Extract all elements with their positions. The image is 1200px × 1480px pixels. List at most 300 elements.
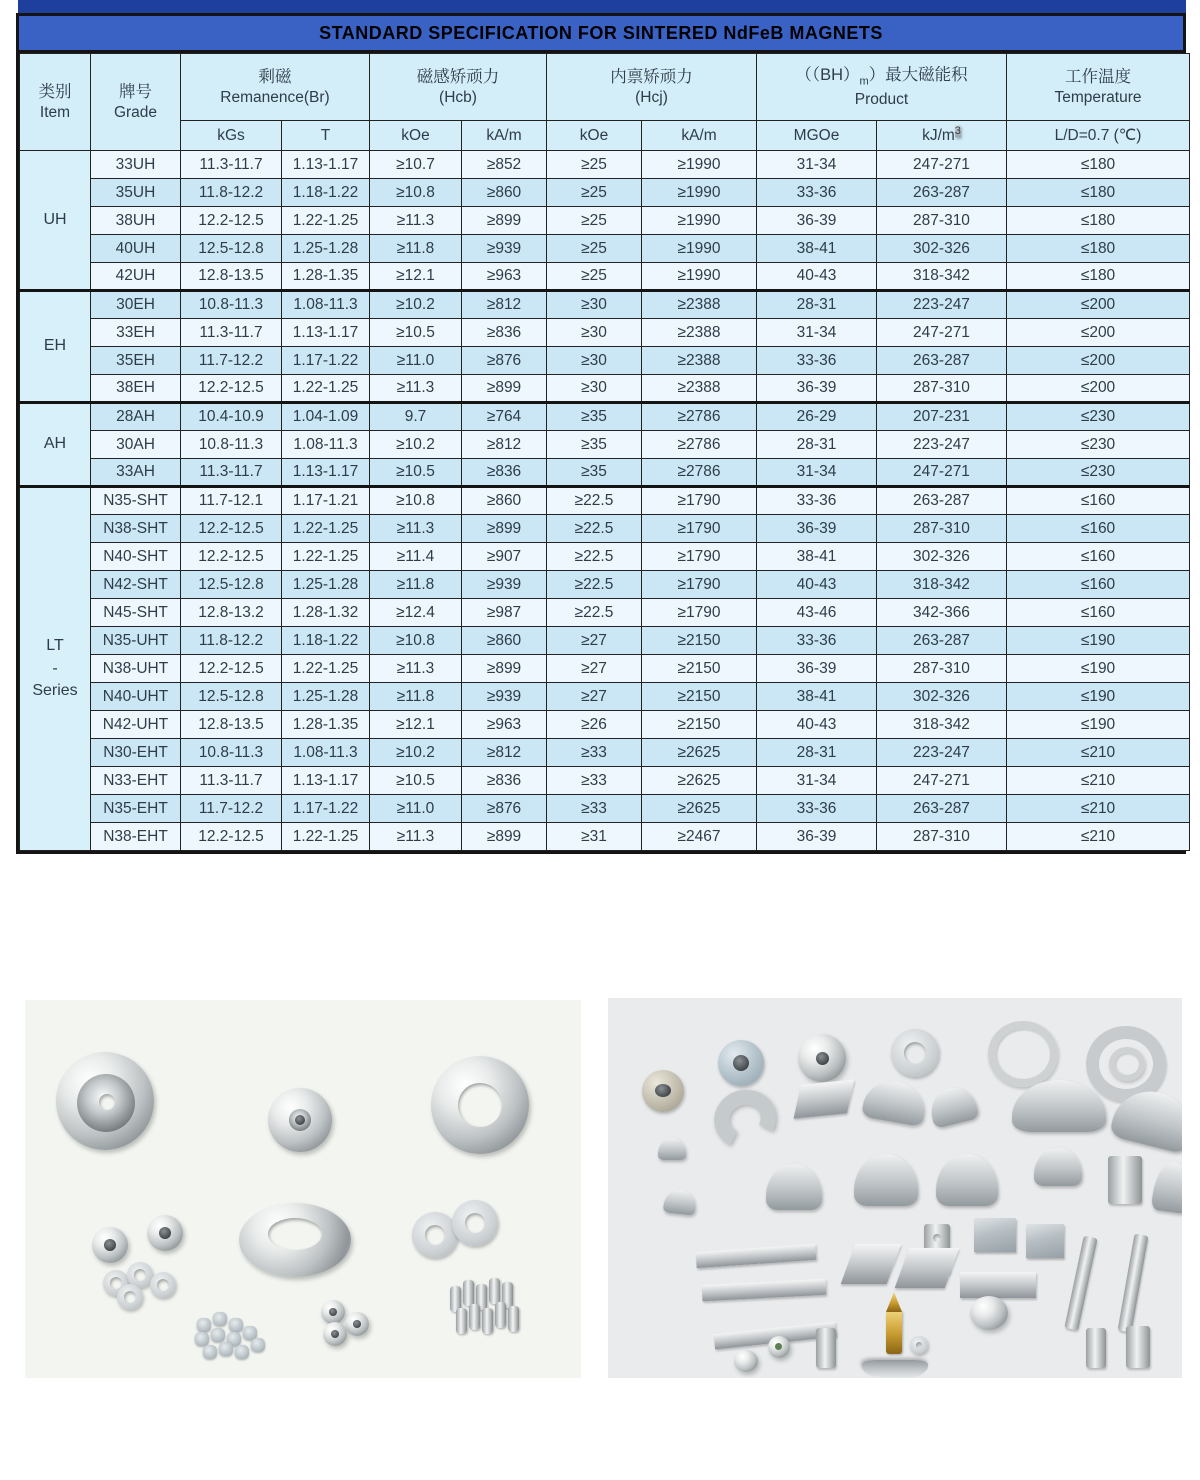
grade-cell: 33EH <box>91 319 181 347</box>
value-cell: ≥812 <box>462 431 547 459</box>
grade-cell: N40-SHT <box>91 543 181 571</box>
value-cell: 1.22-1.25 <box>282 823 370 851</box>
table-row <box>20 599 1190 627</box>
value-cell: ≤210 <box>1007 823 1190 851</box>
col-header-remanence <box>181 54 370 121</box>
bridge-arc-d <box>1034 1148 1082 1186</box>
nut <box>213 1312 227 1326</box>
value-cell: ≥10.5 <box>370 459 462 487</box>
barrel-green-dot <box>775 1343 782 1350</box>
value-cell: ≤190 <box>1007 683 1190 711</box>
value-cell: ≤180 <box>1007 263 1190 291</box>
value-cell: 263-287 <box>877 179 1007 207</box>
value-cell: 263-287 <box>877 627 1007 655</box>
value-cell: ≥836 <box>462 459 547 487</box>
value-cell: 302-326 <box>877 543 1007 571</box>
value-cell: ≥2388 <box>642 319 757 347</box>
table-row <box>20 291 1190 319</box>
value-cell: ≥30 <box>547 347 642 375</box>
value-cell: 263-287 <box>877 795 1007 823</box>
item-group-label: EH <box>20 291 91 403</box>
value-cell: ≥27 <box>547 655 642 683</box>
brass-bullet-body <box>886 1310 902 1354</box>
value-cell: 33-36 <box>757 179 877 207</box>
flat-washer-ring-hole <box>904 1042 926 1064</box>
value-cell: 38-41 <box>757 683 877 711</box>
value-cell: 1.18-1.22 <box>282 179 370 207</box>
value-cell: ≥27 <box>547 683 642 711</box>
value-cell: 1.25-1.28 <box>282 683 370 711</box>
value-cell: ≥1990 <box>642 179 757 207</box>
gold-arc-small-a <box>658 1138 686 1160</box>
value-cell: ≥33 <box>547 767 642 795</box>
value-cell: 1.13-1.17 <box>282 767 370 795</box>
value-cell: ≥25 <box>547 179 642 207</box>
value-cell: ≥987 <box>462 599 547 627</box>
table-row <box>20 487 1190 515</box>
brass-bullet-tip <box>886 1292 902 1312</box>
col-header-product-zh: $((BH)_m)$最大磁能积 <box>795 66 968 88</box>
value-cell: ≥1790 <box>642 599 757 627</box>
value-cell: 247-271 <box>877 459 1007 487</box>
grade-cell: 35EH <box>91 347 181 375</box>
long-bar-b <box>702 1279 827 1301</box>
parallelogram-a <box>841 1244 902 1284</box>
value-cell: 1.17-1.22 <box>282 347 370 375</box>
item-group-label: LT - Series <box>20 487 91 851</box>
value-cell: 9.7 <box>370 403 462 431</box>
value-cell: ≥27 <box>547 627 642 655</box>
value-cell: ≥812 <box>462 739 547 767</box>
value-cell: ≥25 <box>547 235 642 263</box>
value-cell: 11.7-12.2 <box>181 347 282 375</box>
value-cell: 11.3-11.7 <box>181 151 282 179</box>
value-cell: 1.28-1.35 <box>282 263 370 291</box>
table-row <box>20 739 1190 767</box>
spec-table-body <box>20 151 1190 851</box>
value-cell: 12.8-13.2 <box>181 599 282 627</box>
value-cell: 247-271 <box>877 151 1007 179</box>
value-cell: 287-310 <box>877 375 1007 403</box>
value-cell: ≥2150 <box>642 655 757 683</box>
parallelogram-b <box>895 1248 960 1288</box>
value-cell: ≥11.8 <box>370 235 462 263</box>
value-cell: ≥11.3 <box>370 375 462 403</box>
value-cell: ≥12.1 <box>370 711 462 739</box>
value-cell: 302-326 <box>877 235 1007 263</box>
slanted-plate <box>794 1079 855 1118</box>
value-cell: 31-34 <box>757 151 877 179</box>
value-cell: 11.3-11.7 <box>181 319 282 347</box>
value-cell: 33-36 <box>757 347 877 375</box>
col-header-grade-en: Grade <box>113 104 158 122</box>
value-cell: ≥35 <box>547 431 642 459</box>
table-row <box>20 823 1190 851</box>
value-cell: ≥22.5 <box>547 487 642 515</box>
value-cell: ≤190 <box>1007 655 1190 683</box>
right-photo-assorted-magnets <box>608 998 1182 1378</box>
value-cell: ≤210 <box>1007 767 1190 795</box>
value-cell: 36-39 <box>757 515 877 543</box>
bottom-arc <box>862 1360 928 1378</box>
col-header-hcj <box>547 54 757 121</box>
value-cell: 12.5-12.8 <box>181 683 282 711</box>
value-cell: ≥2388 <box>642 347 757 375</box>
table-row <box>20 571 1190 599</box>
value-cell: 10.8-11.3 <box>181 291 282 319</box>
value-cell: ≥963 <box>462 263 547 291</box>
value-cell: 40-43 <box>757 571 877 599</box>
value-cell: ≥33 <box>547 795 642 823</box>
value-cell: ≥899 <box>462 823 547 851</box>
arc-segment-a <box>861 1077 929 1127</box>
value-cell: 31-34 <box>757 767 877 795</box>
grade-cell: 30AH <box>91 431 181 459</box>
countersunk-disc-b-hole <box>159 1227 171 1239</box>
value-cell: ≥876 <box>462 347 547 375</box>
value-cell: 1.22-1.25 <box>282 375 370 403</box>
value-cell: ≤200 <box>1007 375 1190 403</box>
table-row <box>20 235 1190 263</box>
value-cell: 33-36 <box>757 795 877 823</box>
unit-hcj-kam: kA/m <box>642 121 757 151</box>
value-cell: ≥10.5 <box>370 319 462 347</box>
value-cell: ≥2150 <box>642 683 757 711</box>
grade-cell: N40-UHT <box>91 683 181 711</box>
thick-ring-steel-hole <box>655 1084 671 1097</box>
table-row <box>20 347 1190 375</box>
value-cell: ≥2388 <box>642 375 757 403</box>
table-row <box>20 319 1190 347</box>
table-row <box>20 627 1190 655</box>
grade-cell: 35UH <box>91 179 181 207</box>
value-cell: 36-39 <box>757 207 877 235</box>
value-cell: ≥860 <box>462 179 547 207</box>
value-cell: ≥22.5 <box>547 515 642 543</box>
value-cell: 302-326 <box>877 683 1007 711</box>
value-cell: 1.17-1.22 <box>282 795 370 823</box>
small-disc <box>734 1350 758 1372</box>
value-cell: ≥35 <box>547 403 642 431</box>
value-cell: ≥11.3 <box>370 823 462 851</box>
value-cell: ≥899 <box>462 207 547 235</box>
nut <box>195 1332 209 1346</box>
col-header-hcb <box>370 54 547 121</box>
item-group-label: UH <box>20 151 91 291</box>
grade-cell: N42-UHT <box>91 711 181 739</box>
table-row <box>20 459 1190 487</box>
bridge-arc-c <box>936 1154 998 1206</box>
col-header-remanence-en: Remanence(Br) <box>220 89 330 107</box>
cylinder-magnet <box>508 1306 519 1332</box>
value-cell: ≥2625 <box>642 739 757 767</box>
block-hole-1 <box>933 1234 941 1242</box>
thick-ring-zinc-hole <box>733 1055 749 1071</box>
table-row <box>20 767 1190 795</box>
col-header-hcb-zh: 磁感矫顽力 <box>416 67 500 86</box>
table-row <box>20 179 1190 207</box>
value-cell: 11.7-12.1 <box>181 487 282 515</box>
value-cell: 11.8-12.2 <box>181 179 282 207</box>
half-ring-arc <box>707 1082 784 1156</box>
grade-cell: 33UH <box>91 151 181 179</box>
value-cell: ≤210 <box>1007 739 1190 767</box>
value-cell: ≤180 <box>1007 179 1190 207</box>
col-header-item-zh: 类别 <box>38 82 72 101</box>
value-cell: 1.22-1.25 <box>282 543 370 571</box>
value-cell: ≤190 <box>1007 711 1190 739</box>
spec-table <box>16 13 1186 854</box>
mini-countersunk-2-hole <box>353 1320 361 1328</box>
value-cell: ≥876 <box>462 795 547 823</box>
value-cell: ≤200 <box>1007 319 1190 347</box>
value-cell: ≥10.5 <box>370 767 462 795</box>
value-cell: 1.28-1.35 <box>282 711 370 739</box>
value-cell: ≥11.3 <box>370 655 462 683</box>
unit-t: T <box>282 121 370 151</box>
value-cell: 31-34 <box>757 459 877 487</box>
value-cell: 40-43 <box>757 263 877 291</box>
small-ring-3-hole <box>157 1279 169 1291</box>
value-cell: 12.2-12.5 <box>181 515 282 543</box>
value-cell: ≤180 <box>1007 151 1190 179</box>
bridge-arc-b <box>854 1154 918 1206</box>
value-cell: ≥30 <box>547 319 642 347</box>
table-row <box>20 431 1190 459</box>
value-cell: 31-34 <box>757 319 877 347</box>
value-cell: ≥22.5 <box>547 599 642 627</box>
tile-vertical <box>1108 1156 1142 1204</box>
unit-ld-temp: L/D=0.7 (℃) <box>1007 121 1190 151</box>
value-cell: ≥836 <box>462 319 547 347</box>
value-cell: 28-31 <box>757 739 877 767</box>
small-rect-a <box>1086 1328 1106 1368</box>
value-cell: ≥2150 <box>642 627 757 655</box>
ring-magnet-flat-hole <box>268 1218 322 1250</box>
value-cell: ≥899 <box>462 375 547 403</box>
value-cell: 247-271 <box>877 319 1007 347</box>
value-cell: ≥860 <box>462 627 547 655</box>
value-cell: 38-41 <box>757 543 877 571</box>
col-header-product <box>757 54 1007 121</box>
value-cell: ≥35 <box>547 459 642 487</box>
grade-cell: 38UH <box>91 207 181 235</box>
grade-cell: 28AH <box>91 403 181 431</box>
value-cell: 36-39 <box>757 823 877 851</box>
grade-cell: N38-SHT <box>91 515 181 543</box>
washer-b-hole <box>465 1213 485 1233</box>
value-cell: ≥907 <box>462 543 547 571</box>
mid-small-bar <box>816 1328 836 1368</box>
table-row <box>20 515 1190 543</box>
value-cell: 247-271 <box>877 767 1007 795</box>
value-cell: ≥1990 <box>642 263 757 291</box>
table-row <box>20 151 1190 179</box>
value-cell: ≥22.5 <box>547 571 642 599</box>
block-gray-b <box>1026 1224 1064 1258</box>
value-cell: ≥25 <box>547 263 642 291</box>
flat-wide-bar <box>960 1272 1036 1298</box>
small-ring-4-hole <box>124 1291 136 1303</box>
value-cell: ≥939 <box>462 571 547 599</box>
value-cell: 33-36 <box>757 487 877 515</box>
grade-cell: N45-SHT <box>91 599 181 627</box>
grade-cell: N33-EHT <box>91 767 181 795</box>
value-cell: 11.7-12.2 <box>181 795 282 823</box>
value-cell: ≥860 <box>462 487 547 515</box>
grade-cell: N35-SHT <box>91 487 181 515</box>
grade-cell: 40UH <box>91 235 181 263</box>
value-cell: 12.2-12.5 <box>181 543 282 571</box>
col-header-hcj-zh: 内禀矫顽力 <box>610 67 693 86</box>
col-header-grade-zh: 牌号 <box>119 82 152 101</box>
value-cell: ≤230 <box>1007 431 1190 459</box>
value-cell: 28-31 <box>757 431 877 459</box>
value-cell: 1.04-1.09 <box>282 403 370 431</box>
left-photo-nickel-magnets <box>25 1000 581 1378</box>
gold-arc-small-b <box>663 1188 697 1215</box>
mini-countersunk-1-hole <box>329 1308 337 1316</box>
value-cell: ≥25 <box>547 207 642 235</box>
value-cell: 43-46 <box>757 599 877 627</box>
value-cell: 12.5-12.8 <box>181 571 282 599</box>
block-gray-a <box>974 1218 1016 1252</box>
value-cell: 1.25-1.28 <box>282 571 370 599</box>
value-cell: ≥812 <box>462 291 547 319</box>
grade-cell: N35-EHT <box>91 795 181 823</box>
value-cell: 38-41 <box>757 235 877 263</box>
cylinder-magnet <box>469 1304 480 1330</box>
value-cell: 10.8-11.3 <box>181 431 282 459</box>
value-cell: ≥22.5 <box>547 543 642 571</box>
washer-a-hole <box>425 1225 445 1245</box>
fan-segment-wide <box>1012 1080 1106 1132</box>
value-cell: ≥11.0 <box>370 347 462 375</box>
pot-magnet-large-hole <box>99 1094 115 1110</box>
value-cell: ≥11.8 <box>370 683 462 711</box>
value-cell: ≥10.8 <box>370 627 462 655</box>
col-header-remanence-zh: 剩磁 <box>258 67 292 86</box>
arc-segment-b <box>926 1083 979 1129</box>
value-cell: ≥899 <box>462 515 547 543</box>
unit-mgoe: MGOe <box>757 121 877 151</box>
mini-countersunk-3-hole <box>331 1330 339 1338</box>
value-cell: 287-310 <box>877 207 1007 235</box>
value-cell: ≥26 <box>547 711 642 739</box>
value-cell: 1.13-1.17 <box>282 459 370 487</box>
value-cell: ≥30 <box>547 375 642 403</box>
value-cell: ≥11.3 <box>370 515 462 543</box>
value-cell: 287-310 <box>877 655 1007 683</box>
cylinder-magnet <box>495 1302 506 1328</box>
page-title: STANDARD SPECIFICATION FOR SINTERED NdFeB MAGNETS <box>19 16 1183 53</box>
value-cell: 1.28-1.32 <box>282 599 370 627</box>
value-cell: 287-310 <box>877 515 1007 543</box>
tiny-ring-hole <box>916 1342 922 1348</box>
value-cell: ≥10.7 <box>370 151 462 179</box>
value-cell: 223-247 <box>877 739 1007 767</box>
value-cell: ≥11.3 <box>370 207 462 235</box>
value-cell: ≥30 <box>547 291 642 319</box>
value-cell: 11.3-11.7 <box>181 459 282 487</box>
value-cell: ≥1990 <box>642 151 757 179</box>
table-row <box>20 543 1190 571</box>
value-cell: ≥10.2 <box>370 431 462 459</box>
nut <box>219 1342 233 1356</box>
unit-hcj-koe: kOe <box>547 121 642 151</box>
value-cell: ≥1790 <box>642 543 757 571</box>
table-row <box>20 655 1190 683</box>
nut <box>197 1318 211 1332</box>
value-cell: ≥11.0 <box>370 795 462 823</box>
value-cell: ≥1790 <box>642 571 757 599</box>
nut <box>229 1318 243 1332</box>
value-cell: ≥10.2 <box>370 291 462 319</box>
nut <box>251 1338 265 1352</box>
value-cell: 28-31 <box>757 291 877 319</box>
unit-hcb-kam: kA/m <box>462 121 547 151</box>
value-cell: ≥2625 <box>642 767 757 795</box>
col-header-temperature <box>1007 54 1190 121</box>
spec-grid <box>19 53 1190 851</box>
grade-cell: 42UH <box>91 263 181 291</box>
grade-cell: 33AH <box>91 459 181 487</box>
value-cell: 36-39 <box>757 375 877 403</box>
large-thin-ring <box>988 1021 1058 1087</box>
value-cell: ≥1790 <box>642 515 757 543</box>
nut <box>235 1345 249 1359</box>
unit-kjm3: $kJ/m^3$ <box>877 121 1007 151</box>
value-cell: ≥2786 <box>642 459 757 487</box>
value-cell: ≥1990 <box>642 235 757 263</box>
value-cell: 26-29 <box>757 403 877 431</box>
value-cell: 12.2-12.5 <box>181 207 282 235</box>
table-row <box>20 795 1190 823</box>
value-cell: 12.5-12.8 <box>181 235 282 263</box>
col-header-temperature-en: Temperature <box>1054 89 1142 107</box>
value-cell: 263-287 <box>877 487 1007 515</box>
value-cell: ≤210 <box>1007 795 1190 823</box>
value-cell: 1.17-1.21 <box>282 487 370 515</box>
value-cell: 318-342 <box>877 571 1007 599</box>
value-cell: ≤180 <box>1007 207 1190 235</box>
scan-edge-strip <box>18 0 1186 13</box>
value-cell: ≥25 <box>547 151 642 179</box>
value-cell: ≥10.2 <box>370 739 462 767</box>
value-cell: ≥2625 <box>642 795 757 823</box>
value-cell: 1.18-1.22 <box>282 627 370 655</box>
grade-cell: 30EH <box>91 291 181 319</box>
col-header-temperature-zh: 工作温度 <box>1065 67 1131 86</box>
value-cell: ≤180 <box>1007 235 1190 263</box>
value-cell: 10.4-10.9 <box>181 403 282 431</box>
value-cell: ≥1990 <box>642 207 757 235</box>
value-cell: ≥31 <box>547 823 642 851</box>
value-cell: 263-287 <box>877 347 1007 375</box>
value-cell: ≥963 <box>462 711 547 739</box>
value-cell: ≥10.8 <box>370 179 462 207</box>
nut <box>203 1345 217 1359</box>
long-bar-a <box>696 1244 817 1268</box>
unit-hcb-koe: kOe <box>370 121 462 151</box>
small-rect-b <box>1126 1326 1150 1368</box>
value-cell: 12.2-12.5 <box>181 375 282 403</box>
value-cell: 1.22-1.25 <box>282 207 370 235</box>
value-cell: ≤230 <box>1007 459 1190 487</box>
table-row <box>20 711 1190 739</box>
col-header-item-en: Item <box>39 104 71 122</box>
value-cell: 1.25-1.28 <box>282 235 370 263</box>
